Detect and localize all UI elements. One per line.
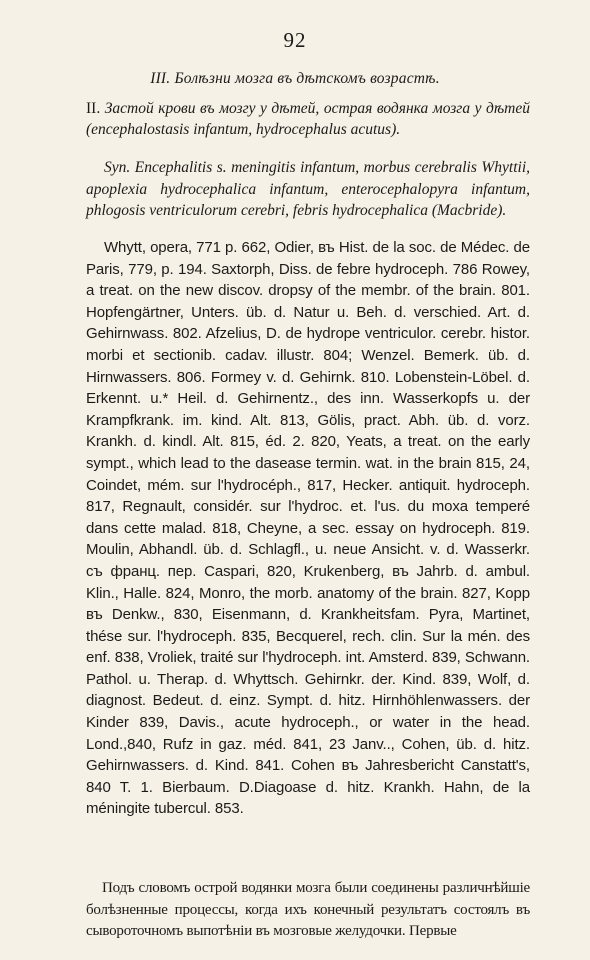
subsection-title: Застой крови въ мозгу у дѣтей, острая водянка мозга у дѣтей (encephalostasis infantum, hydrocephalus acutus). xyxy=(86,100,531,138)
section-title: III. Болѣзни мозга въ дѣтскомъ возрастѣ. xyxy=(150,70,440,87)
synonyms-paragraph xyxy=(86,157,530,222)
references-paragraph xyxy=(86,237,530,820)
synonyms-label: Syn. xyxy=(104,159,131,176)
subsection-number: II. xyxy=(86,100,101,117)
body-text: Подъ словомъ острой водянки мозга были соединены различнѣйшіе болѣзненные процессы, когда ихъ конечный результатъ состоялъ въ сывороточномъ выпотѣніи въ мозговые желудочки. Первые xyxy=(86,880,530,940)
references-text: Whytt, opera, 771 p. 662, Odier, въ Hist. de la soc. de Médec. de Paris, 779, p. 194. Saxtorph, Diss. de febre hydroceph. 786 Rowey, a treat. on the new discov. dropsy of the membr. of the brain. 801. Hopfengärtner, Unters. üb. d. Natur u. Beh. d. verschied. Art. d. Gehirnwass. 802. Afzelius, D. de hydrope ventriculor. cerebr. histor. morbi et sectionib. cadav. illustr. 804; Wenzel. Bemerk. üb. d. Hirnwassers. 806. Formey v. d. Gehirnk. 810. Lobenstein-Löbel. d. Erkennt. u.* Heil. d. Gehirnentz., des inn. Wasserkopfs u. der Krampfkrank. im. kind. Alt. 813, Gölis, pract. Abh. üb. d. vorz. Krankh. d. kindl. Alt. 815, éd. 2. 820, Yeats, a treat. on the early sympt., which lead to the dasease termin. wat. in the brain 815, 24, Coindet, mém. sur l'hydrocéph., 817, Hecker. antiquit. hydroceph. 817, Regnault, considér. sur l'hydroc. et. l'us. du moxa temperé dans cette malad. 818, Cheyne, a sec. essay on hydroceph. 819. Moulin, Abhandl. üb. d. Schlagfl., u. neue Ansicht. v. d. Wasserkr. съ франц. пер. Caspari, 820, Krukenberg, въ Jahrb. d. ambul. Klin., Halle. 824, Monro, the morb. anatomy of the brain. 827, Kopp въ Denkw., 830, Eisenmann, d. Krankheitsfam. Pyra, Martinet, thése sur. l'hydroceph. 835, Becquerel, rech. clin. Sur la mén. des enf. 838, Vroliek, traité sur l'hydroceph. int. Amsterd. 839, Schwann. Pathol. u. Therap. d. Whyttsch. Gehirnkr. der. Kind. 839, Wolf, d. diagnost. Bedeut. d. einz. Sympt. d. hitz. Hirnhöhlenwassers. der Kinder 839, Davis., acute hydroceph., or water in the head. Lond.,840, Rufz in gaz. méd. 841, 23 Janv.., Cohen, üb. d. hitz. Gehirnwassers. d. Kind. 841. Cohen въ Jahresbericht Canstatt's, 840 T. 1. Bierbaum. D.Diagoase d. hitz. Krankh. Hahn, de la méningite tubercul. 853. xyxy=(86,239,530,818)
page-number: 92 xyxy=(283,28,307,52)
synonyms-text: Encephalitis s. meningitis infantum, morbus cerebralis Whyttii, apoplexia hydrocephalica infantum, enterocephalopyra infantum, phlogosis ventriculorum cerebri, febris hydrocephalica (Macbride). xyxy=(86,159,530,219)
subsection-heading xyxy=(86,98,530,140)
body-paragraph xyxy=(86,878,530,943)
